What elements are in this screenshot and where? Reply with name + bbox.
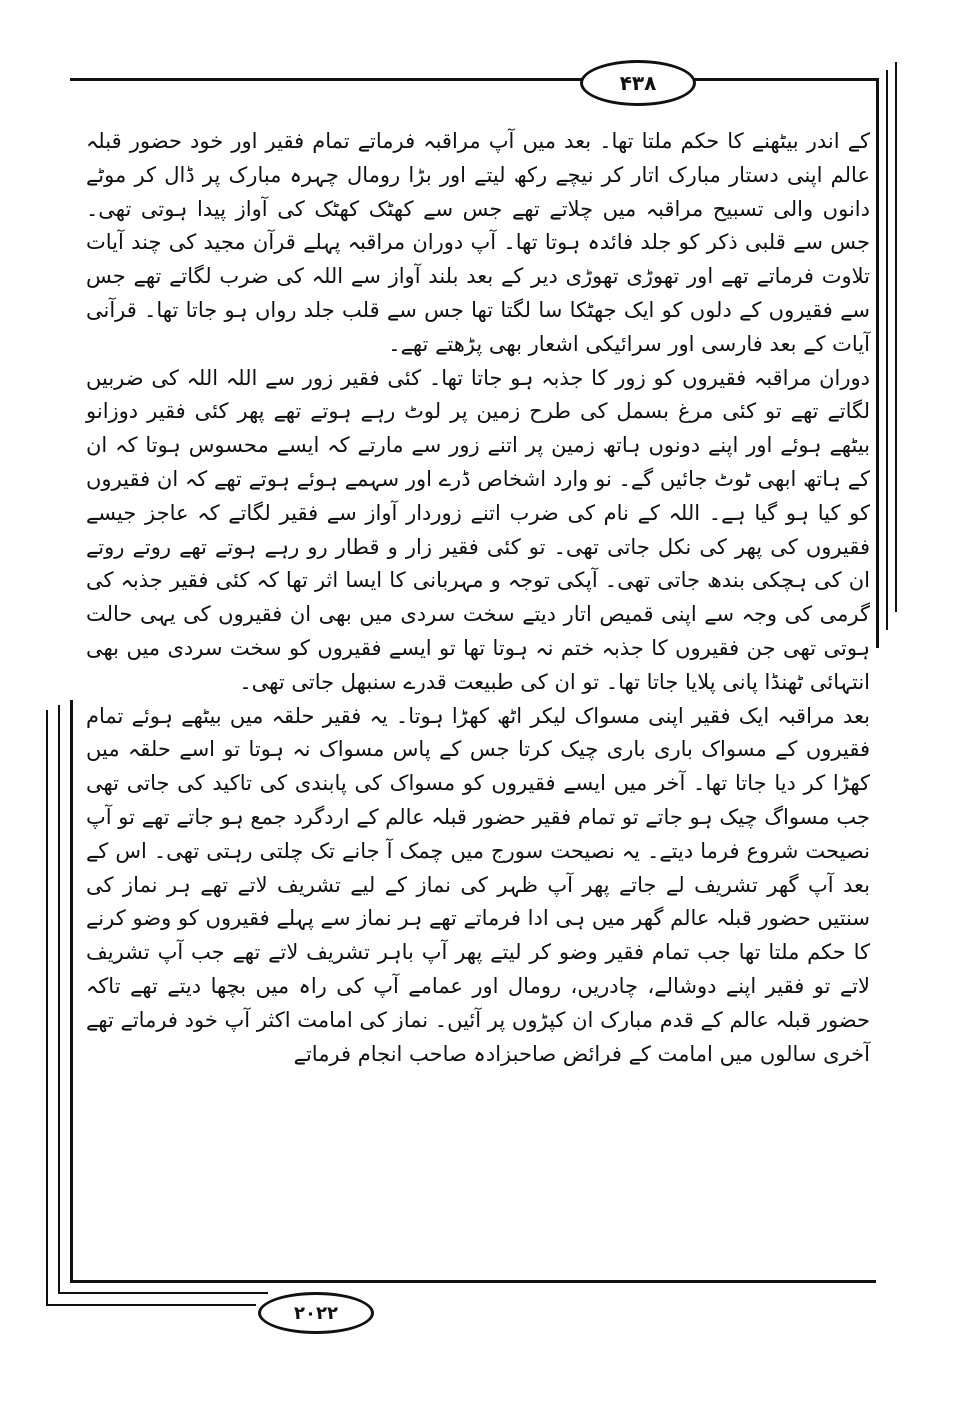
frame-right-line <box>886 70 888 630</box>
frame-bottom-line <box>70 1280 876 1283</box>
frame-right-line <box>895 62 897 612</box>
frame-bottom-line <box>58 1292 268 1294</box>
paragraph: دوران مراقبہ فقیروں کو زور کا جذبہ ہو جاتا تھا۔ کئی فقیر زور سے اللہ اللہ کی ضربیں لگاتے تھے تو کئی مرغ بسمل کی طرح زمین پر لوٹ رہے ہوتے تھے پھر کئی فقیر دوزانو بیٹھے ہوئے اور اپنے دونوں ہاتھ زمین پر اتنے زور سے مارتے کہ ایسے محسوس ہوتا کہ ان کے ہاتھ ابھی ٹوٹ جائیں گے۔ نو وارد اشخاص ڈرے اور سہمے ہوئے ہوتے تھے کہ ان فقیروں کو کیا ہو گیا ہے۔ اللہ کے نام کی ضرب اتنے زوردار آواز سے فقیر لگاتے کہ عاجز جیسے فقیروں کی پھر کی نکل جاتی تھی۔ تو کئی فقیر زار و قطار رو رہے ہوتے تھے روتے روتے ان کی ہچکی بندھ جاتی تھی۔ آپکی توجہ و مہربانی کا ایسا اثر تھا کہ کئی فقیر جذبہ کی گرمی کی وجہ سے اپنی قمیص اتار دیتے سخت سردی میں بھی ان فقیروں کی یہی حالت ہوتی تھی جن فقیروں کا جذبہ ختم نہ ہوتا تھا تو ایسے فقیروں کو سخت سردی میں بھی انتہائی ٹھنڈا پانی پلایا جاتا تھا۔ تو ان کی طبیعت قدرے سنبھل جاتی تھی۔ <box>86 365 871 694</box>
frame-left-line <box>70 700 73 1280</box>
paragraph: کے اندر بیٹھنے کا حکم ملتا تھا۔ بعد میں آپ مراقبہ فرماتے تمام فقیر اور خود حضور قبلہ عالم اپنی دستار مبارک اتار کر نیچے رکھ لیتے اور بڑا رومال چہرہ مبارک پر ڈال کر موٹے دانوں والی تسبیح مراقبہ میں چلاتے تھے جس سے کھٹک کھٹک کی آواز پیدا ہوتی تھی۔ جس سے قلبی ذکر کو جلد فائدہ ہوتا تھا۔ آپ دوران مراقبہ پہلے قرآن مجید کی چند آیات تلاوت فرماتے تھے اور تھوڑی تھوڑی دیر کے بعد بلند آواز سے اللہ کی ضرب لگاتے تھے جس سے فقیروں کے دلوں کو ایک جھٹکا سا لگتا تھا جس سے قلب جلد رواں ہو جاتا تھا۔ قرآنی آیات کے بعد فارسی اور سرائیکی اشعار بھی پڑھتے تھے۔ <box>86 129 870 356</box>
frame-right-line <box>876 78 879 648</box>
frame-left-line <box>58 705 60 1293</box>
frame-bottom-line <box>46 1304 256 1306</box>
page-number-top: ۴۳۸ <box>580 60 696 106</box>
page-number-bottom: ۲۰۲۲ <box>258 1292 374 1334</box>
paragraph: بعد مراقبہ ایک فقیر اپنی مسواک لیکر اٹھ کھڑا ہوتا۔ یہ فقیر حلقہ میں بیٹھے ہوئے تمام فقیروں کے مسواک باری باری چیک کرتا جس کے پاس مسواک نہ ہوتا تو اسے حلقہ میں کھڑا کر دیا جاتا تھا۔ آخر میں ایسے فقیروں کو مسواک کی پابندی کی تاکید کی جاتی تھی جب مسواگ چیک ہو جاتے تو تمام فقیر حضور قبلہ عالم کے اردگرد جمع ہو جاتے تھے تو آپ نصیحت شروع فرما دیتے۔ یہ نصیحت سورج میں چمک آ جانے تک چلتی رہتی تھی۔ اس کے بعد آپ گھر تشریف لے جاتے پھر آپ ظہر کی نماز کے لیے تشریف لاتے تھے ہر نماز کی سنتیں حضور قبلہ عالم گھر میں ہی ادا فرماتے تھے ہر نماز سے پہلے فقیروں کو وضو کرنے کا حکم ملتا تھا جب تمام فقیر وضو کر لیتے پھر آپ باہر تشریف لاتے تھے جب آپ تشریف لاتے تو فقیر اپنے دوشالے، چادریں، رومال اور عمامے آپ کی راہ میں بچھا دیتے تھے تاکہ حضور قبلہ عالم کے قدم مبارک ان کپڑوں پر آئیں۔ نماز کی امامت اکثر آپ خود فرماتے تھے آخری سالوں میں امامت کے فرائض صاحبزادہ صاحب انجام فرماتے <box>86 703 870 1066</box>
frame-left-line <box>46 710 48 1306</box>
body-text <box>86 125 870 1071</box>
frame-top-line <box>70 78 876 81</box>
